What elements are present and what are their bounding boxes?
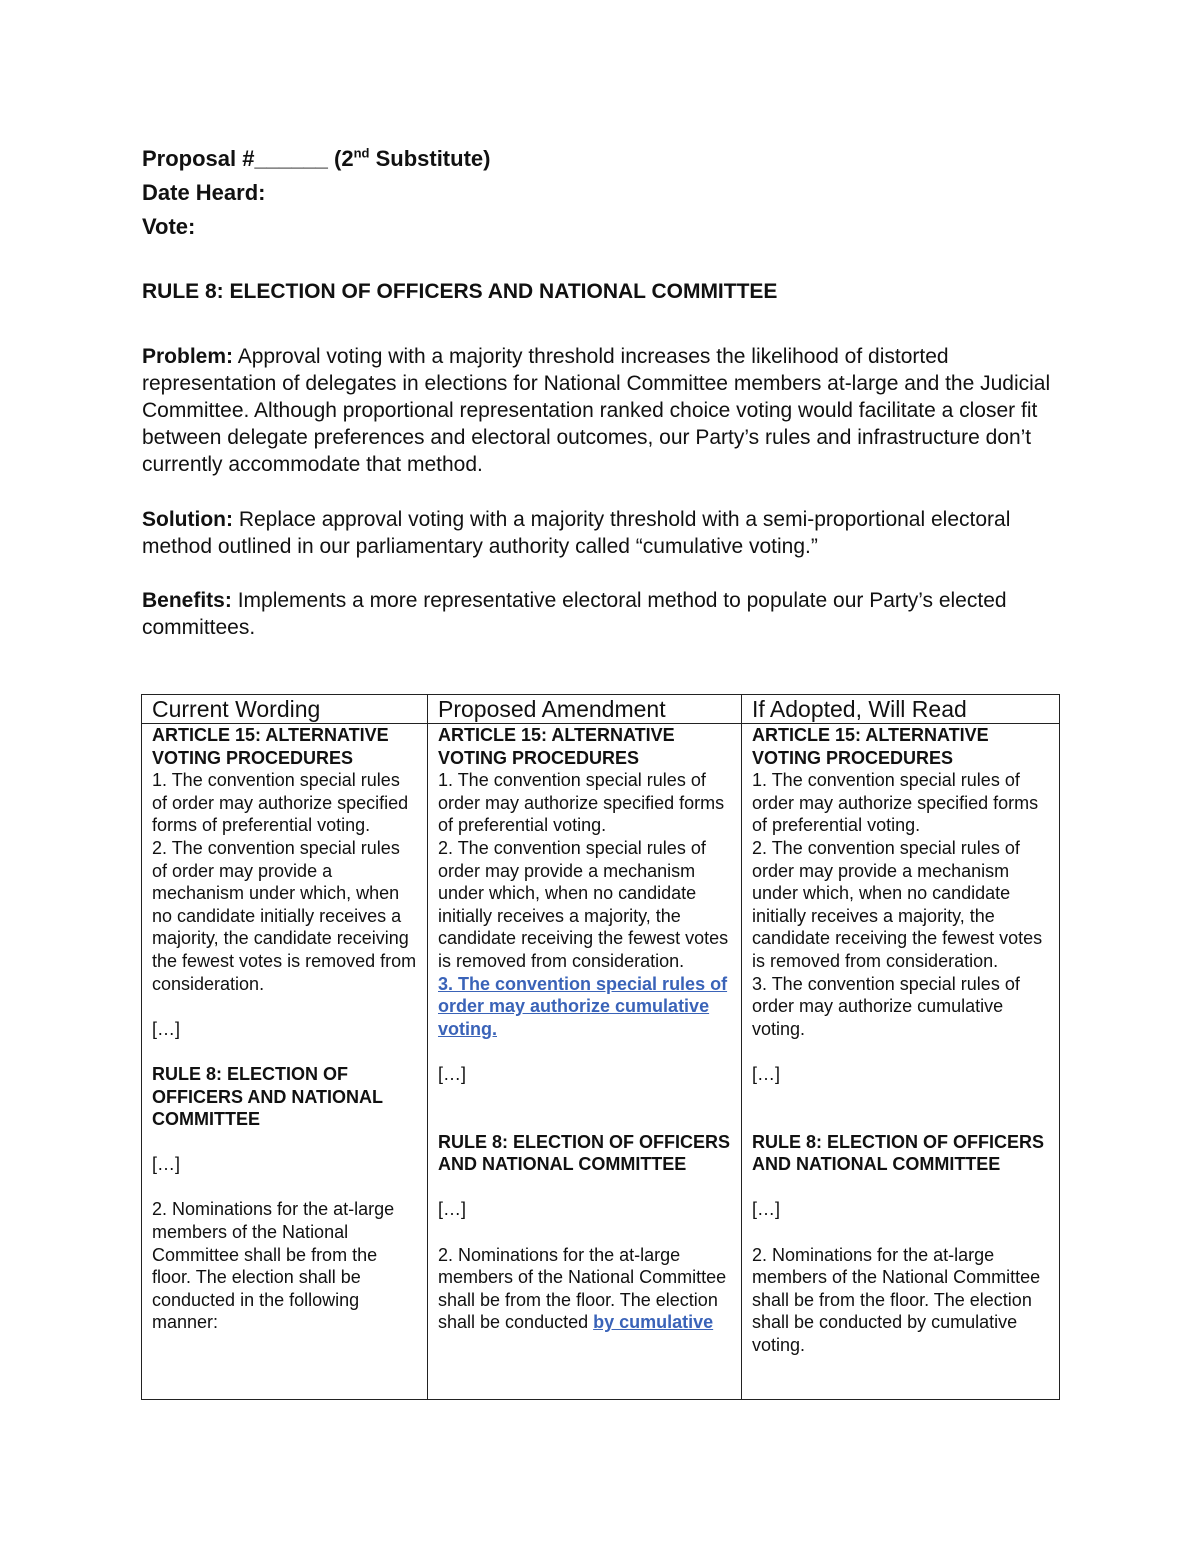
problem-text: Approval voting with a majority threshold increases the likelihood of distorted representation of delegates in elections for National Committee members at-large and the Judicial Committee. Although proportional representation ranked choice voting would facilitate a closer fit between delegate preferences and electoral outcomes, our Party’s rules and infrastructure don’t currently accommodate that method. [142, 345, 1051, 476]
proposed-item-2: 2. The convention special rules of order may provide a mechanism under which, when no candidate initially receives a majority, the candidate receiving the fewest votes is removed from consideration. [438, 837, 729, 971]
solution-label: Solution: [142, 508, 233, 531]
adopted-item-1: 1. The convention special rules of order may authorize specified forms of preferential voting. [752, 770, 1039, 836]
proposed-rule-title: RULE 8: ELECTION OF OFFICERS AND NATIONAL COMMITTEE [438, 1131, 731, 1175]
table-body-row [142, 724, 1060, 1400]
current-ellipsis-2: […] [152, 1154, 181, 1175]
adopted-item-2: 2. The convention special rules of order may provide a mechanism under which, when no candidate initially receives a majority, the candidate receiving the fewest votes is removed from consideration. [752, 837, 1043, 971]
problem-label: Problem: [142, 345, 234, 368]
header-current-wording: Current Wording [142, 695, 428, 724]
if-adopted-cell [742, 724, 1060, 1400]
adopted-item-3: 3. The convention special rules of order may authorize cumulative voting. [752, 973, 1020, 1039]
header-proposed-amendment: Proposed Amendment [428, 695, 742, 724]
current-item-1: 1. The convention special rules of order may authorize specified forms of preferential voting. [152, 770, 409, 836]
benefits-paragraph [142, 587, 1062, 641]
adopted-ellipsis-1: […] [752, 1063, 781, 1084]
proposed-nominations-text: 2. Nominations for the at-large members of the National Committee shall be from the floor. The election shall be conducted [438, 1244, 727, 1333]
adopted-rule-title: RULE 8: ELECTION OF OFFICERS AND NATIONAL COMMITTEE [752, 1131, 1045, 1175]
proposed-inserted-item-3: 3. The convention special rules of order may authorize cumulative voting. [438, 973, 728, 1039]
benefits-label: Benefits: [142, 589, 232, 612]
date-heard-label: Date Heard: [142, 180, 266, 205]
current-item-nominations: 2. Nominations for the at-large members of the National Committee shall be from the floor. The election shall be conducted in the following manner: [152, 1199, 395, 1333]
problem-paragraph [142, 343, 1062, 478]
proposal-ordinal: nd [353, 145, 370, 161]
benefits-text: Implements a more representative electoral method to populate our Party’s elected committees. [142, 589, 1007, 639]
proposal-number-line [142, 142, 490, 176]
proposed-ellipsis-2: […] [438, 1199, 467, 1220]
adopted-ellipsis-2: […] [752, 1199, 781, 1220]
current-ellipsis-1: […] [152, 1018, 181, 1039]
proposed-inserted-cumulative: by cumulative [593, 1312, 714, 1333]
proposed-item-nominations [438, 1244, 731, 1334]
table-header-row [142, 695, 1060, 724]
proposal-label: Proposal #______ (2 [142, 146, 354, 171]
proposal-suffix: Substitute) [369, 146, 491, 171]
comparison-table [141, 694, 1060, 1400]
vote-label: Vote: [142, 214, 196, 239]
solution-text: Replace approval voting with a majority threshold with a semi-proportional electoral method outlined in our parliamentary authority called “cumulative voting.” [142, 508, 1011, 558]
adopted-article-title: ARTICLE 15: ALTERNATIVE VOTING PROCEDURES [752, 725, 989, 768]
proposed-amendment-cell [428, 724, 742, 1400]
current-rule-title: RULE 8: ELECTION OF OFFICERS AND NATIONAL COMMITTEE [152, 1063, 383, 1130]
rule-title: RULE 8: ELECTION OF OFFICERS AND NATIONAL COMMITTEE [142, 280, 778, 303]
current-wording-cell [142, 724, 428, 1400]
current-item-2: 2. The convention special rules of order may provide a mechanism under which, when no candidate initially receives a majority, the candidate receiving the fewest votes is removed from consideration. [152, 837, 417, 994]
proposed-article-title: ARTICLE 15: ALTERNATIVE VOTING PROCEDURES [438, 725, 675, 768]
adopted-item-nominations: 2. Nominations for the at-large members of the National Committee shall be from the floor. The election shall be conducted by cumulative voting. [752, 1244, 1041, 1356]
current-article-title: ARTICLE 15: ALTERNATIVE VOTING PROCEDURES [152, 725, 389, 768]
header-if-adopted: If Adopted, Will Read [742, 695, 1060, 724]
proposed-ellipsis-1: […] [438, 1063, 467, 1084]
proposed-item-1: 1. The convention special rules of order may authorize specified forms of preferential voting. [438, 770, 725, 836]
solution-paragraph [142, 506, 1062, 560]
